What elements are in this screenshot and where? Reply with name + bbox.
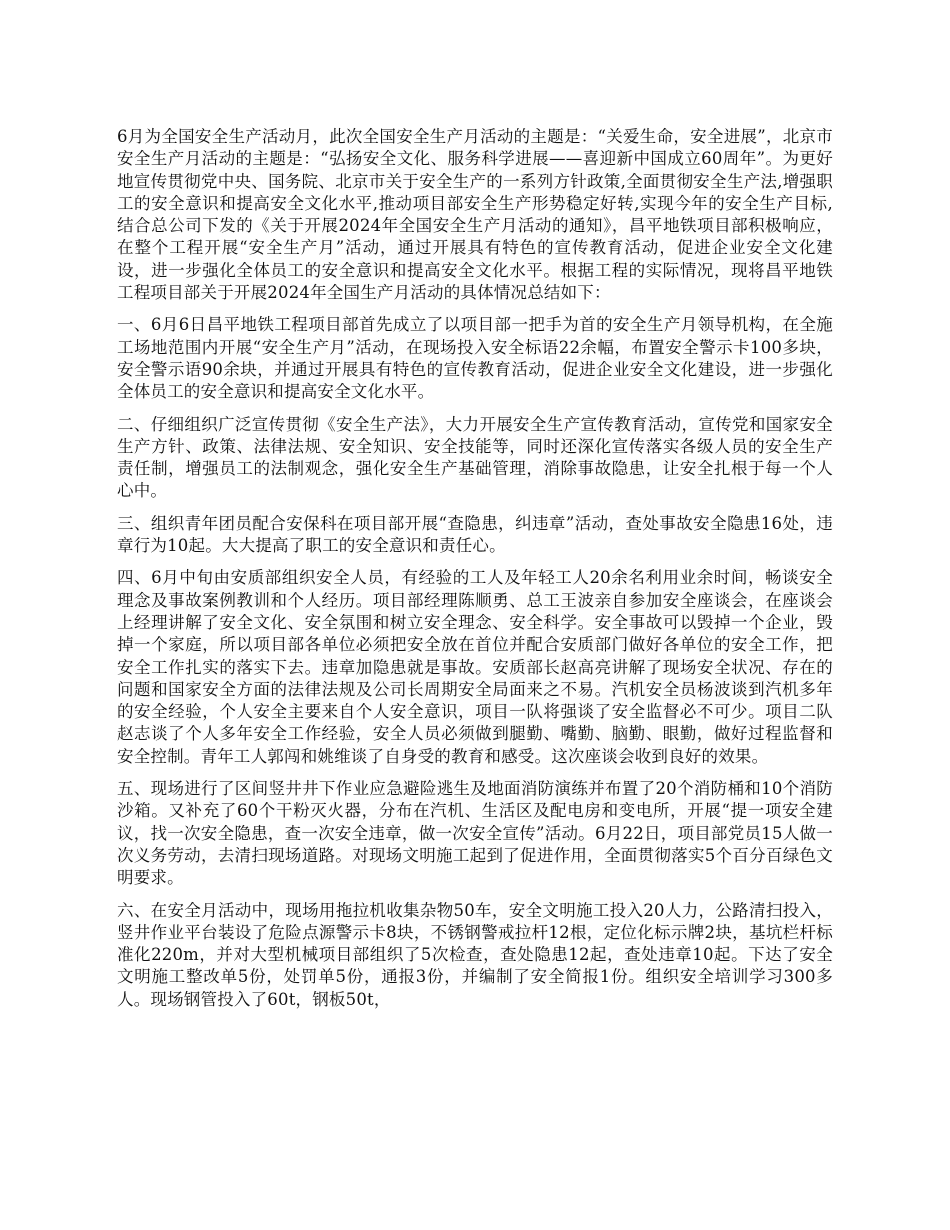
paragraph-item-6: 六、在安全月活动中，现场用拖拉机收集杂物50车，安全文明施工投入20人力，公路清扫投入，竖井作业平台装设了危险点源警示卡8块，不锈钢警戒拉杆12根，定位化标示牌2块，基坑栏杆标准化220m，并对大型机械项目部组织了5次检查，查处隐患12起，查处违章10起。下达了安全文明施工整改单5份，处罚单5份，通报3份，并编制了安全简报1份。组织安全培训学习300多人。现场钢管投入了60t，钢板50t， — [117, 900, 833, 1009]
paragraph-item-4: 四、6月中旬由安质部组织安全人员，有经验的工人及年轻工人20余名利用业余时间，畅谈安全理念及事故案例教训和个人经历。项目部经理陈顺勇、总工王波亲自参加安全座谈会，在座谈会上经理讲解了安全文化、安全氛围和树立安全理念、安全科学。安全事故可以毁掉一个企业，毁掉一个家庭，所以项目部各单位必须把安全放在首位并配合安质部门做好各单位的安全工作，把安全工作扎实的落实下去。违章加隐患就是事故。安质部长赵高亮讲解了现场安全状况、存在的问题和国家安全方面的法律法规及公司长周期安全局面来之不易。汽机安全员杨波谈到汽机多年的安全经验，个人安全主要来自个人安全意识，项目一队将强谈了安全监督必不可少。项目二队赵志谈了个人多年安全工作经验，安全人员必须做到腿勤、嘴勤、脑勤、眼勤，做好过程监督和安全控制。青年工人郭闯和姚维谈了自身受的教育和感受。这次座谈会收到良好的效果。 — [117, 568, 833, 766]
paragraph-item-2: 二、仔细组织广泛宣传贯彻《安全生产法》，大力开展安全生产宣传教育活动，宣传党和国家安全生产方针、政策、法律法规、安全知识、安全技能等，同时还深化宣传落实各级人员的安全生产责任制，增强员工的法制观念，强化安全生产基础管理，消除事故隐患，让安全扎根于每一个人心中。 — [117, 414, 833, 501]
paragraph-item-5: 五、现场进行了区间竖井井下作业应急避险逃生及地面消防演练并布置了20个消防桶和10个消防沙箱。又补充了60个干粉灭火器，分布在汽机、生活区及配电房和变电所，开展“提一项安全建议，找一次安全隐患，查一次安全违章，做一次安全宣传”活动。6月22日，项目部党员15人做一次义务劳动，去清扫现场道路。对现场文明施工起到了促进作用，全面贯彻落实5个百分百绿色文明要求。 — [117, 779, 833, 888]
paragraph-item-1: 一、6月6日昌平地铁工程项目部首先成立了以项目部一把手为首的安全生产月领导机构，在全施工场地范围内开展“安全生产月”活动，在现场投入安全标语22余幅，布置安全警示卡100多块，安全警示语90余块，并通过开展具有特色的宣传教育活动，促进企业安全文化建设，进一步强化全体员工的安全意识和提高安全文化水平。 — [117, 315, 833, 402]
document-body — [117, 126, 833, 1021]
paragraph-intro: 6月为全国安全生产活动月，此次全国安全生产月活动的主题是：“关爱生命，安全进展”，北京市安全生产月活动的主题是：“弘扬安全文化、服务科学进展——喜迎新中国成立60周年”。为更好地宣传贯彻党中央、国务院、北京市关于安全生产的一系列方针政策,全面贯彻安全生产法,增强职工的安全意识和提高安全文化水平,推动项目部安全生产形势稳定好转,实现今年的安全生产目标,结合总公司下发的《关于开展2024年全国安全生产月活动的通知》，昌平地铁项目部积极响应，在整个工程开展“安全生产月”活动，通过开展具有特色的宣传教育活动，促进企业安全文化建设，进一步强化全体员工的安全意识和提高安全文化水平。根据工程的实际情况，现将昌平地铁工程项目部关于开展2024年全国生产月活动的具体情况总结如下： — [117, 127, 833, 303]
paragraph-item-3: 三、组织青年团员配合安保科在项目部开展“查隐患，纠违章”活动，查处事故安全隐患16处，违章行为10起。大大提高了职工的安全意识和责任心。 — [117, 513, 833, 556]
